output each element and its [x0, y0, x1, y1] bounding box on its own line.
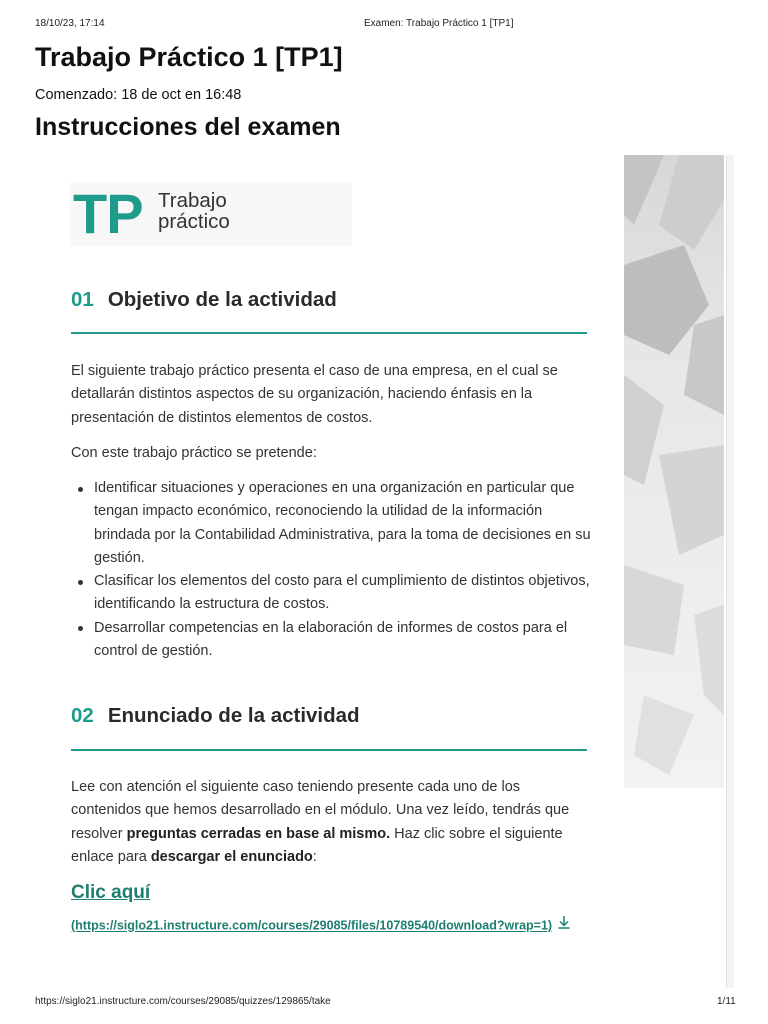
download-link-url[interactable] [71, 914, 581, 939]
section-1-intro: El siguiente trabajo práctico presenta el caso de una empresa, en el cual se detallarán distintos aspectos de su organización, haciendo énfasis en la presentación de distintos elementos de costos. [71, 363, 558, 426]
section-2-heading [71, 704, 360, 728]
section-2-text-d: descargar el enunciado [150, 848, 313, 865]
section-2-text-e: : [312, 848, 317, 865]
download-icon[interactable] [556, 914, 572, 939]
section-2-text-a: Lee con atención el siguiente caso teniendo presente cada uno de los contenidos que hemos desarrollado en el módulo. Una vez leído, tendrás que resolver [71, 779, 570, 842]
download-url-text[interactable]: (https://siglo21.instructure.com/courses/29085/files/10789540/download?wrap=1) [71, 918, 553, 933]
page-title: Trabajo Práctico 1 [TP1] [35, 42, 343, 72]
print-title: Examen: Trabajo Práctico 1 [TP1] [364, 18, 514, 29]
decorative-background-panel [624, 155, 724, 788]
logo-text [158, 190, 230, 232]
section-2-number: 02 [71, 704, 94, 727]
list-item: Clasificar los elementos del costo para el cumplimiento de distintos objetivos, identificando la estructura de costos. [71, 570, 591, 617]
logo-line-1: Trabajo [158, 189, 227, 212]
download-link[interactable]: Clic aquí [71, 882, 151, 903]
list-item: Desarrollar competencias en la elaboración de informes de costos para el control de gestión. [71, 617, 591, 664]
page-number: 1/11 [717, 996, 736, 1007]
scrollbar[interactable] [726, 155, 734, 988]
logo-mark: TP [73, 182, 143, 245]
section-1-heading [71, 288, 337, 312]
started-timestamp: Comenzado: 18 de oct en 16:48 [35, 87, 242, 103]
print-date: 18/10/23, 17:14 [35, 18, 105, 29]
section-1-divider [71, 332, 587, 334]
tp-logo [70, 182, 352, 246]
section-2-title: Enunciado de la actividad [107, 704, 360, 727]
section-2-text-b: preguntas cerradas en base al mismo. [126, 825, 391, 842]
section-1-title: Objetivo de la actividad [107, 288, 337, 311]
logo-line-2: práctico [158, 210, 230, 233]
section-2-text-c: Haz clic sobre el siguiente enlace para [71, 825, 563, 865]
objectives-list [71, 477, 591, 663]
section-1-number: 01 [71, 288, 94, 311]
footer-url: https://siglo21.instructure.com/courses/29085/quizzes/129865/take [35, 996, 331, 1007]
section-2-text [71, 776, 591, 869]
section-1-lead: Con este trabajo práctico se pretende: [71, 445, 317, 461]
list-item: Identificar situaciones y operaciones en una organización en particular que tengan impacto económico, reconociendo la utilidad de la información brindada por la Contabilidad Administrativa, para la toma de decisiones en su gestión. [71, 477, 591, 570]
section-2-divider [71, 749, 587, 751]
section-title: Instrucciones del examen [35, 113, 341, 141]
